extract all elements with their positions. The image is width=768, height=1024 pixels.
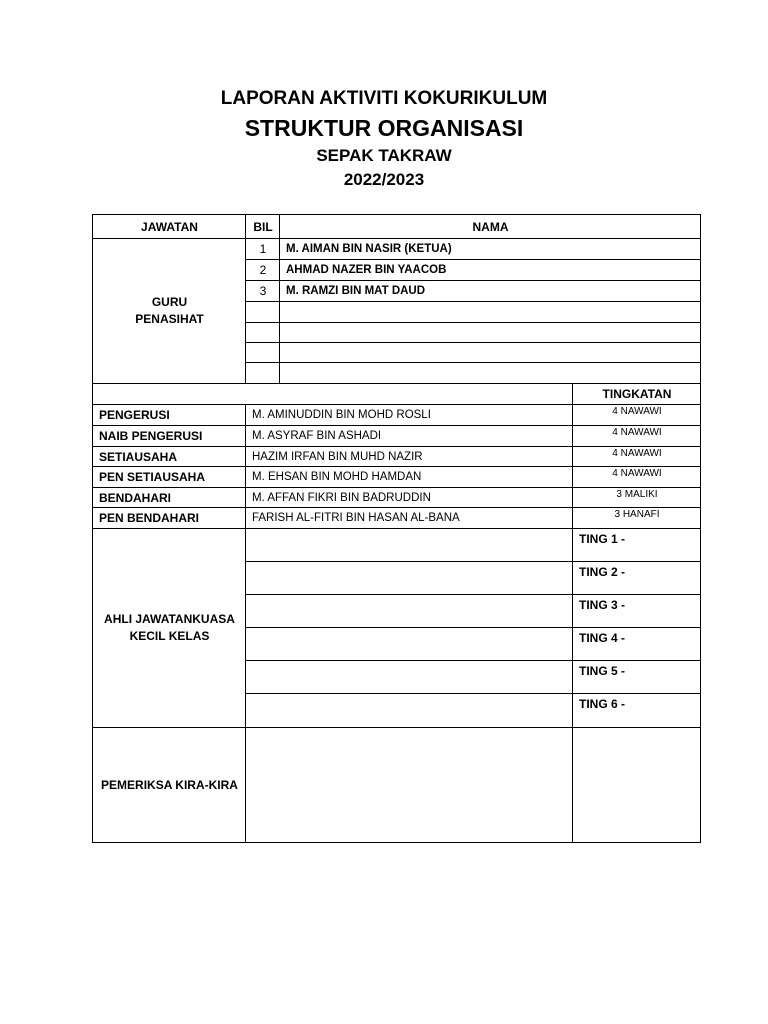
officer-nama-3: HAZIM IRFAN BIN MUHD NAZIR [252,450,423,463]
report-title: LAPORAN AKTIVITI KOKURIKULUM [220,88,548,109]
officer-tingkatan-4: 4 NAWAWI [612,468,662,479]
guru-bil-2: 2 [259,262,267,277]
guru-label-line1: GURU [151,295,188,309]
guru-penasihat-label [93,238,246,383]
officer-jawatan-5: BENDAHARI [99,490,171,505]
officer-nama-4: M. EHSAN BIN MOHD HAMDAN [252,470,422,483]
ting-5-cell: TING 5 - [579,664,626,678]
guru-label-line2: PENASIHAT [135,312,204,326]
officer-jawatan-2: NAIB PENGERUSI [99,428,203,443]
guru-bil-3: 3 [259,283,267,298]
officer-tingkatan-3: 4 NAWAWI [612,448,662,459]
table-rule-horizontal [245,301,701,302]
col-nama-header: NAMA [472,219,509,234]
officer-jawatan-3: SETIAUSAHA [99,449,178,464]
pemeriksa-label: PEMERIKSA KIRA-KIRA [101,777,238,792]
ajk-label-line2: KECIL KELAS [129,629,210,643]
guru-nama-2: AHMAD NAZER BIN YAACOB [286,263,447,276]
col-jawatan-header: JAWATAN [141,219,198,234]
table-rule-horizontal [245,342,701,343]
officer-tingkatan-1: 4 NAWAWI [612,406,662,417]
col-tingkatan-header: TINGKATAN [602,386,672,401]
structure-title: STRUKTUR ORGANISASI [244,115,524,141]
officer-nama-2: M. ASYRAF BIN ASHADI [252,429,382,442]
officer-jawatan-6: PEN BENDAHARI [99,510,200,525]
officer-nama-1: M. AMINUDDIN BIN MOHD ROSLI [252,408,431,421]
col-bil-header: BIL [253,219,273,234]
table-rule-horizontal [92,842,701,843]
officer-jawatan-4: PEN SETIAUSAHA [99,469,206,484]
officer-tingkatan-5: 3 MALIKI [616,489,658,500]
officer-nama-5: M. AFFAN FIKRI BIN BADRUDDIN [252,491,431,504]
officer-tingkatan-6: 3 HANAFI [614,509,660,520]
ajk-label [93,528,246,727]
ting-1-cell: TING 1 - [579,532,626,546]
officer-tingkatan-2: 4 NAWAWI [612,427,662,438]
guru-nama-3: M. RAMZI BIN MAT DAUD [286,284,426,297]
sport-title: SEPAK TAKRAW [316,146,452,165]
table-rule-horizontal [245,362,701,363]
session-year: 2022/2023 [343,170,425,189]
officer-nama-6: FARISH AL-FITRI BIN HASAN AL-BANA [252,511,460,524]
guru-nama-1: M. AIMAN BIN NASIR (KETUA) [286,242,452,255]
ajk-label-line1: AHLI JAWATANKUASA [104,612,235,626]
ting-6-cell: TING 6 - [579,697,626,711]
guru-bil-1: 1 [259,241,267,256]
officer-jawatan-1: PENGERUSI [99,407,170,422]
ting-4-cell: TING 4 - [579,631,626,645]
ting-3-cell: TING 3 - [579,598,626,612]
ting-2-cell: TING 2 - [579,565,626,579]
table-rule-horizontal [245,322,701,323]
